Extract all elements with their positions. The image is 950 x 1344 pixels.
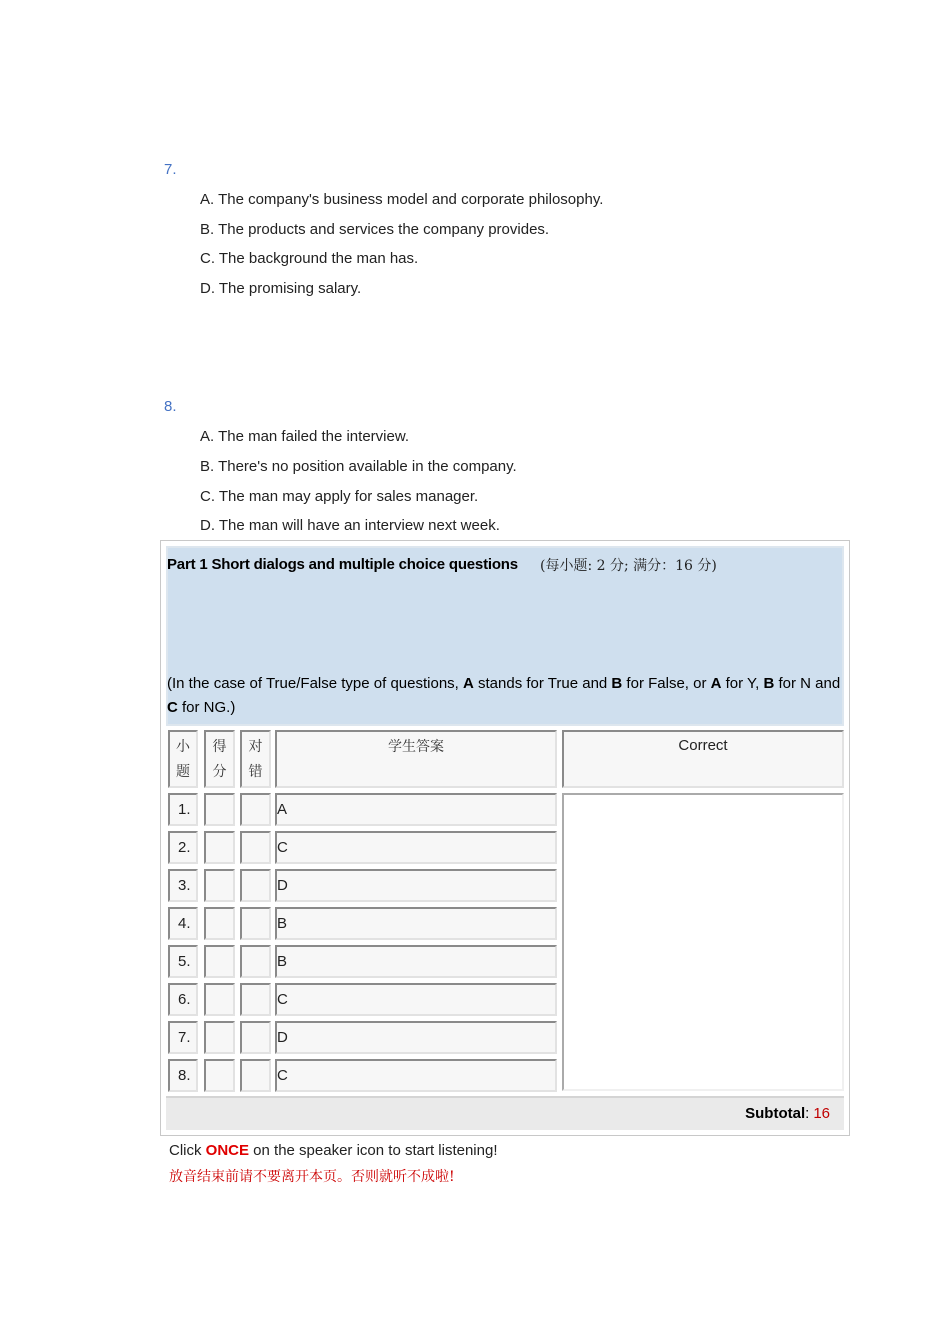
header-text: 对: [248, 739, 263, 755]
question-number-7: 7.: [164, 161, 177, 178]
listen-instruction: [169, 1142, 498, 1159]
stay-on-page-warning: 放音结束前请不要离开本页。否则就听不成啦!: [169, 1169, 455, 1185]
option-8b[interactable]: B. There's no position available in the company.: [200, 458, 517, 475]
option-8a[interactable]: A. The man failed the interview.: [200, 428, 410, 445]
row-number: 4.: [168, 907, 198, 940]
note-text: (In the case of True/False type of questions,: [167, 675, 463, 692]
header-text: 得: [212, 739, 227, 755]
row-right-wrong: [240, 1021, 271, 1054]
row-number: 6.: [168, 983, 198, 1016]
header-right-wrong: [240, 730, 271, 788]
row-student-answer: C: [275, 1059, 557, 1092]
score-note: (每小题: 2 分; 满分：16 分): [540, 558, 717, 574]
note-text: for NG.): [177, 699, 236, 716]
row-student-answer: A: [275, 793, 557, 826]
instruction-text: Click: [169, 1142, 206, 1159]
note-letter-b: B: [763, 675, 775, 692]
header-text: 分: [212, 764, 227, 780]
note-letter-a: A: [710, 675, 722, 692]
subtotal-value: 16: [813, 1105, 830, 1122]
row-score: [204, 945, 235, 978]
row-right-wrong: [240, 983, 271, 1016]
note-letter-a: A: [463, 675, 474, 692]
header-text: 题: [176, 764, 190, 780]
answer-key-note: [167, 672, 843, 720]
option-8d[interactable]: D. The man will have an interview next week.: [200, 517, 500, 534]
row-number: 8.: [168, 1059, 198, 1092]
row-student-answer: D: [275, 1021, 557, 1054]
row-student-answer: D: [275, 869, 557, 902]
row-right-wrong: [240, 869, 271, 902]
row-score: [204, 907, 235, 940]
row-score: [204, 1059, 235, 1092]
instruction-text: on the speaker icon to start listening!: [249, 1142, 498, 1159]
part-title: Part 1 Short dialogs and multiple choice questions: [167, 556, 518, 573]
row-number: 7.: [168, 1021, 198, 1054]
question-number-8: 8.: [164, 398, 177, 415]
header-item-number: [168, 730, 198, 788]
row-number: 5.: [168, 945, 198, 978]
header-correct: [562, 730, 844, 788]
note-text: stands for True and: [473, 675, 612, 692]
row-score: [204, 869, 235, 902]
subtotal-label: Subtotal: [745, 1105, 806, 1122]
option-7c[interactable]: C. The background the man has.: [200, 250, 419, 267]
correct-answers-area: [562, 793, 844, 1091]
row-student-answer: B: [275, 907, 557, 940]
note-text: for N and: [774, 675, 841, 692]
option-7b[interactable]: B. The products and services the company provides.: [200, 221, 550, 238]
row-score: [204, 793, 235, 826]
header-text: 错: [248, 764, 263, 780]
header-text: 小: [176, 739, 190, 755]
subtotal-bar: [166, 1096, 844, 1130]
option-7a[interactable]: A. The company's business model and corporate philosophy.: [200, 191, 604, 208]
row-number: 1.: [168, 793, 198, 826]
row-number: 3.: [168, 869, 198, 902]
note-letter-b: B: [611, 675, 623, 692]
row-number: 2.: [168, 831, 198, 864]
row-right-wrong: [240, 831, 271, 864]
note-letter-c: C: [167, 699, 178, 716]
header-score: [204, 730, 235, 788]
row-right-wrong: [240, 907, 271, 940]
row-student-answer: C: [275, 983, 557, 1016]
row-right-wrong: [240, 793, 271, 826]
header-text: Correct: [678, 737, 728, 754]
row-score: [204, 831, 235, 864]
header-student-answer: [275, 730, 557, 788]
row-score: [204, 983, 235, 1016]
note-text: for False, or: [622, 675, 711, 692]
row-student-answer: C: [275, 831, 557, 864]
row-student-answer: B: [275, 945, 557, 978]
subtotal: Subtotal: 16: [745, 1105, 830, 1122]
option-7d[interactable]: D. The promising salary.: [200, 280, 362, 297]
header-text: 学生答案: [388, 739, 444, 755]
row-right-wrong: [240, 1059, 271, 1092]
once-emphasis: ONCE: [205, 1142, 250, 1159]
option-8c[interactable]: C. The man may apply for sales manager.: [200, 488, 479, 505]
note-text: for Y,: [721, 675, 764, 692]
row-score: [204, 1021, 235, 1054]
row-right-wrong: [240, 945, 271, 978]
